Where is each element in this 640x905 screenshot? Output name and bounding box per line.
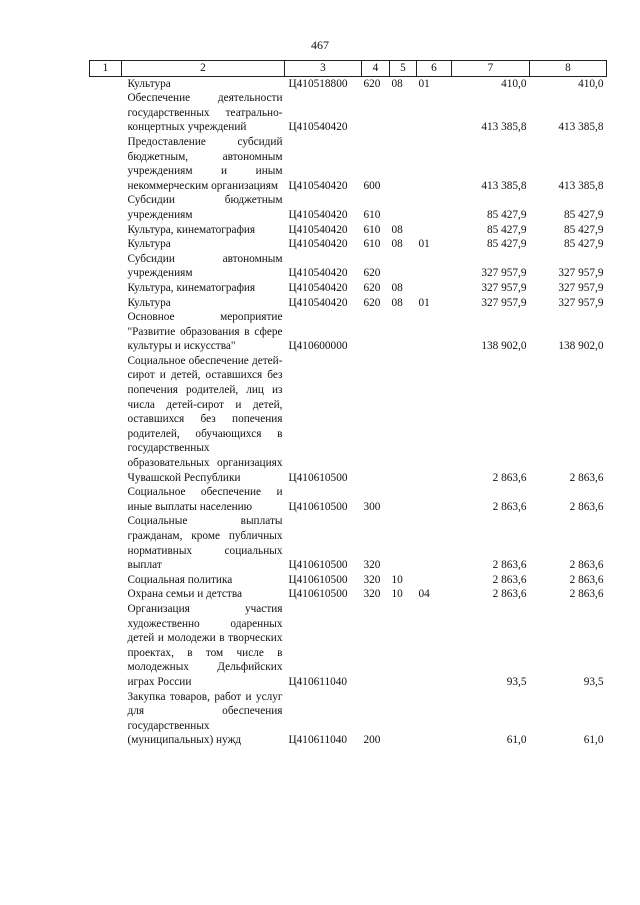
row-subsection: [417, 485, 452, 514]
row-amount-7: 2 863,6: [492, 573, 527, 586]
row-index-cell: [90, 76, 122, 91]
row-code: Ц410540420: [288, 121, 348, 134]
row-code: Ц410610500: [288, 559, 348, 572]
row-section: [390, 135, 417, 193]
row-amount-8: 61,0: [583, 734, 604, 747]
row-name: Социальное обеспечение и иные выплаты населению: [127, 486, 283, 513]
row-index-cell: [90, 281, 122, 296]
row-index-cell: [90, 193, 122, 222]
row-index-cell: [90, 354, 122, 485]
row-name: Обеспечение деятельности государственных театрально-концертных учреждений: [127, 92, 283, 134]
row-subsection: 04: [418, 588, 430, 601]
row-code: Ц410540420: [288, 179, 348, 192]
row-index-cell: [90, 602, 122, 690]
table-row: [90, 310, 607, 354]
header-col-6: 6: [417, 61, 452, 77]
row-amount-7: 413 385,8: [481, 121, 527, 134]
row-code: Ц410540420: [288, 223, 348, 236]
row-expense-type: 620: [363, 267, 381, 280]
row-amount-8: 2 863,6: [569, 559, 604, 572]
row-amount-8: 327 957,9: [558, 296, 604, 309]
header-col-5: 5: [390, 61, 417, 77]
row-amount-8: 327 957,9: [558, 281, 604, 294]
row-subsection: 01: [418, 238, 430, 251]
row-expense-type: 610: [363, 223, 381, 236]
row-code: Ц410610500: [288, 471, 348, 484]
row-amount-7: 138 902,0: [481, 340, 527, 353]
row-amount-7: 327 957,9: [481, 267, 527, 280]
table-row: [90, 573, 607, 588]
row-name: Предоставление субсидий бюджетным, автономным учреждениям и иным некоммерческим организациям: [127, 135, 283, 192]
header-col-4: 4: [362, 61, 390, 77]
row-subsection: [417, 91, 452, 135]
row-section: 08: [391, 296, 403, 309]
row-amount-8: 2 863,6: [569, 471, 604, 484]
row-subsection: [417, 514, 452, 572]
row-amount-7: 2 863,6: [492, 471, 527, 484]
row-index-cell: [90, 223, 122, 238]
row-amount-7: 2 863,6: [492, 588, 527, 601]
row-amount-8: 327 957,9: [558, 267, 604, 280]
row-amount-8: 413 385,8: [558, 121, 604, 134]
row-name: Культура: [127, 238, 171, 251]
row-name: Социальные выплаты гражданам, кроме публичных нормативных социальных выплат: [127, 515, 283, 572]
row-amount-7: 327 957,9: [481, 296, 527, 309]
budget-table: [89, 60, 607, 748]
row-amount-8: 93,5: [583, 675, 604, 688]
row-section: [390, 252, 417, 281]
row-section: [390, 485, 417, 514]
row-section: 08: [391, 238, 403, 251]
row-index-cell: [90, 573, 122, 588]
row-amount-7: 85 427,9: [486, 208, 527, 221]
row-subsection: [417, 310, 452, 354]
row-expense-type: 320: [363, 559, 381, 572]
row-index-cell: [90, 237, 122, 252]
row-subsection: [417, 135, 452, 193]
row-expense-type: [362, 354, 390, 485]
row-subsection: 01: [418, 296, 430, 309]
row-name: Культура: [127, 77, 171, 90]
row-expense-type: 610: [363, 238, 381, 251]
table-row: [90, 690, 607, 748]
table-row: [90, 223, 607, 238]
row-amount-8: 2 863,6: [569, 588, 604, 601]
row-subsection: 01: [418, 77, 430, 90]
row-name: Культура: [127, 296, 171, 309]
row-code: Ц410611040: [288, 734, 348, 747]
row-index-cell: [90, 252, 122, 281]
header-col-3: 3: [285, 61, 362, 77]
table-row: [90, 587, 607, 602]
row-code: Ц410600000: [288, 340, 348, 353]
row-section: [390, 91, 417, 135]
table-header: [90, 61, 607, 77]
row-section: [390, 310, 417, 354]
row-name: Закупка товаров, работ и услуг для обеспечения государственных (муниципальных) нужд: [127, 690, 283, 747]
row-subsection: [417, 573, 452, 588]
table-row: [90, 602, 607, 690]
row-code: Ц410610500: [288, 573, 348, 586]
table-row: [90, 91, 607, 135]
row-expense-type: 320: [363, 573, 381, 586]
row-index-cell: [90, 296, 122, 311]
row-code: Ц410518800: [288, 77, 348, 90]
row-code: Ц410540420: [288, 267, 348, 280]
row-amount-7: 61,0: [506, 734, 527, 747]
row-name: Основное мероприятие "Развитие образования в сфере культуры и искусства": [127, 311, 283, 353]
row-section: 08: [391, 77, 403, 90]
row-section: [390, 602, 417, 690]
table-body: [90, 76, 607, 748]
row-expense-type: 200: [363, 734, 381, 747]
row-index-cell: [90, 587, 122, 602]
row-index-cell: [90, 91, 122, 135]
row-amount-7: 85 427,9: [486, 223, 527, 236]
row-amount-7: 410,0: [501, 77, 527, 90]
row-code: Ц410540420: [288, 208, 348, 221]
row-amount-7: 327 957,9: [481, 281, 527, 294]
row-subsection: [417, 690, 452, 748]
row-name: Культура, кинематография: [127, 223, 256, 236]
table-row: [90, 485, 607, 514]
table-row: [90, 296, 607, 311]
row-section: [390, 354, 417, 485]
table-row: [90, 354, 607, 485]
row-subsection: [417, 281, 452, 296]
row-amount-7: 85 427,9: [486, 238, 527, 251]
row-code: Ц410540420: [288, 281, 348, 294]
row-name: Охрана семьи и детства: [127, 588, 243, 601]
row-index-cell: [90, 514, 122, 572]
row-code: Ц410540420: [288, 238, 348, 251]
table-row: [90, 514, 607, 572]
row-code: Ц410610500: [288, 588, 348, 601]
row-amount-8: 413 385,8: [558, 179, 604, 192]
table-row: [90, 237, 607, 252]
header-col-1: 1: [90, 61, 122, 77]
table-row: [90, 135, 607, 193]
table-row: [90, 193, 607, 222]
row-expense-type: 300: [363, 500, 381, 513]
row-code: Ц410610500: [288, 500, 348, 513]
row-amount-7: 2 863,6: [492, 559, 527, 572]
table-row: [90, 281, 607, 296]
row-expense-type: 610: [363, 208, 381, 221]
header-col-7: 7: [452, 61, 530, 77]
row-subsection: [417, 354, 452, 485]
row-index-cell: [90, 310, 122, 354]
row-section: [390, 193, 417, 222]
row-amount-8: 85 427,9: [563, 223, 604, 236]
table-row: [90, 252, 607, 281]
row-amount-7: 413 385,8: [481, 179, 527, 192]
row-expense-type: 620: [363, 77, 381, 90]
row-expense-type: [362, 91, 390, 135]
row-amount-8: 2 863,6: [569, 500, 604, 513]
row-amount-8: 85 427,9: [563, 208, 604, 221]
row-subsection: [417, 193, 452, 222]
row-amount-8: 138 902,0: [558, 340, 604, 353]
row-code: Ц410611040: [288, 675, 348, 688]
row-subsection: [417, 223, 452, 238]
row-index-cell: [90, 485, 122, 514]
row-expense-type: 620: [363, 281, 381, 294]
row-expense-type: [362, 602, 390, 690]
row-amount-7: 2 863,6: [492, 500, 527, 513]
row-amount-8: 85 427,9: [563, 238, 604, 251]
row-amount-8: 2 863,6: [569, 573, 604, 586]
page-number: 467: [311, 38, 329, 52]
row-section: 08: [391, 223, 403, 236]
row-expense-type: [362, 310, 390, 354]
header-col-2: 2: [122, 61, 285, 77]
row-amount-8: 410,0: [578, 77, 604, 90]
header-col-8: 8: [530, 61, 607, 77]
row-expense-type: 620: [363, 296, 381, 309]
row-section: [390, 514, 417, 572]
row-subsection: [417, 602, 452, 690]
header-row: [90, 61, 607, 77]
row-name: Социальная политика: [127, 573, 233, 586]
row-section: 10: [391, 588, 403, 601]
row-index-cell: [90, 690, 122, 748]
row-index-cell: [90, 135, 122, 193]
row-name: Субсидии автономным учреждениям: [127, 252, 283, 280]
table-row: [90, 76, 607, 91]
row-section: 10: [391, 573, 403, 586]
row-subsection: [417, 252, 452, 281]
row-name: Культура, кинематография: [127, 281, 256, 294]
row-code: Ц410540420: [288, 296, 348, 309]
row-amount-7: 93,5: [506, 675, 527, 688]
row-section: [390, 690, 417, 748]
row-expense-type: 320: [363, 588, 381, 601]
row-section: 08: [391, 281, 403, 294]
row-name: Организация участия художественно одаренных детей и молодежи в творческих проектах, в том числе в молодежных Дельфийских играх России: [127, 602, 283, 688]
row-name: Субсидии бюджетным учреждениям: [127, 194, 283, 221]
row-name: Социальное обеспечение детей-сирот и детей, оставшихся без попечения родителей, лиц из числа детей-сирот и детей, оставшихся без попечения родителей, обучающихся в государственных образовательных организациях Чувашской Республики: [127, 354, 283, 484]
row-expense-type: 600: [363, 179, 381, 192]
